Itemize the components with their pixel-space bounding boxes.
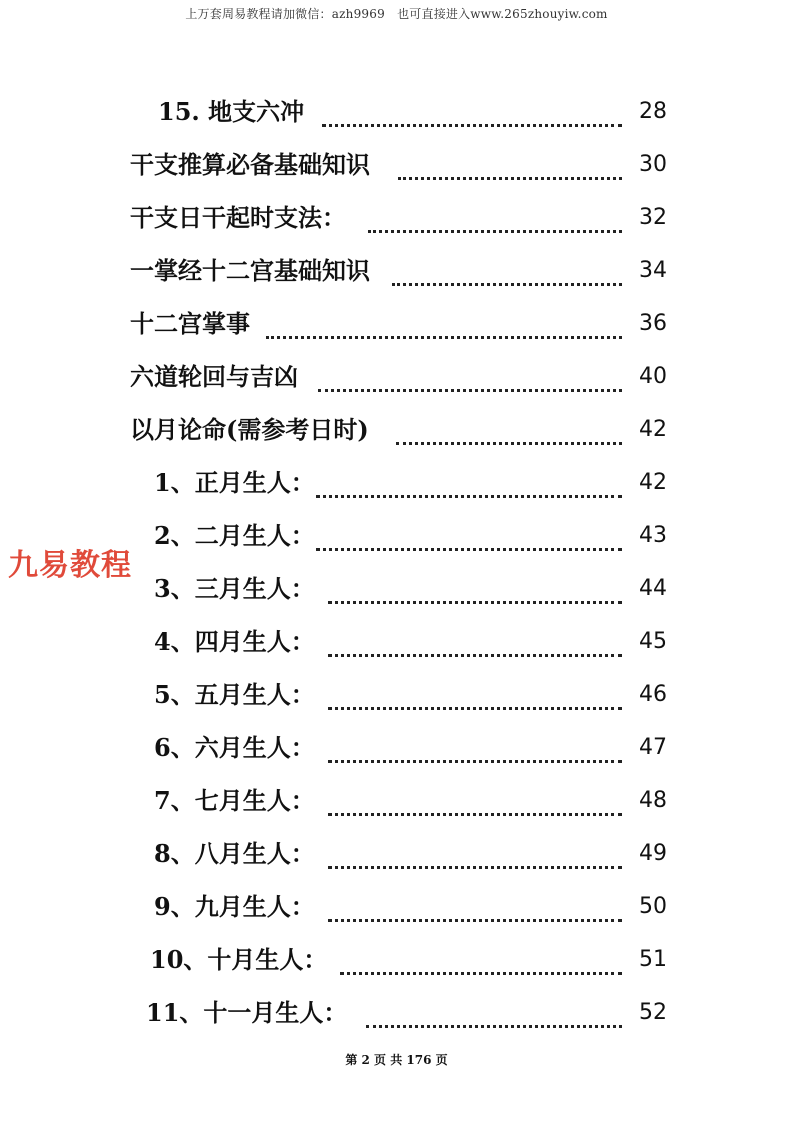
toc-entry-label: 十二宫掌事 [130,309,250,338]
toc-entry[interactable] [0,993,793,1033]
toc-entry-page: 42 [639,470,667,495]
toc-entry[interactable] [0,145,793,185]
toc-leader-dots [328,573,622,604]
toc-leader-dots [316,467,622,498]
toc-entry[interactable] [0,728,793,768]
toc-entry-page: 36 [639,311,667,336]
toc-entry[interactable] [0,198,793,238]
toc-entry[interactable] [0,622,793,662]
toc-leader-dots [396,414,622,445]
toc-leader-dots [316,520,622,551]
toc-leader-dots [328,679,622,710]
toc-entry-label: 5、五月生人： [154,680,315,709]
toc-entry[interactable] [0,887,793,927]
toc-entry[interactable] [0,92,793,132]
toc-entry[interactable] [0,304,793,344]
toc-entry-page: 28 [639,99,667,124]
toc-entry-label: 干支日干起时支法： [130,203,346,232]
toc-entry-label: 六道轮回与吉凶 [130,362,298,391]
toc-entry-label: 1、正月生人： [154,468,315,497]
toc-entry[interactable] [0,940,793,980]
toc-leader-dots [366,997,622,1028]
toc-entry[interactable] [0,516,793,556]
toc-entry-page: 50 [639,894,667,919]
toc-entry-page: 42 [639,417,667,442]
toc-entry-page: 44 [639,576,667,601]
toc-entry-label: 10、十月生人： [150,945,328,974]
toc-entry[interactable] [0,675,793,715]
watermark-logo: 九易教程 [8,548,132,583]
toc-entry-label: 9、九月生人： [154,892,315,921]
toc-leader-dots [398,149,622,180]
toc-entry-label: 7、七月生人： [154,786,315,815]
page-number-footer: 第 2 页 共 176 页 [345,1053,448,1067]
toc-entry-label: 2、二月生人： [154,521,315,550]
toc-entry[interactable] [0,834,793,874]
toc-entry-label: 一掌经十二宫基础知识 [130,256,370,285]
toc-entry-page: 34 [639,258,667,283]
toc-leader-dots [392,255,622,286]
toc-entry[interactable] [0,463,793,503]
toc-entry-label: 3、三月生人： [154,574,315,603]
toc-entry[interactable] [0,251,793,291]
toc-entry-label: 11、十一月生人： [146,998,348,1027]
toc-leader-dots [318,361,622,392]
toc-leader-dots [328,626,622,657]
toc-entry-page: 45 [639,629,667,654]
toc-entry-label: 8、八月生人： [154,839,315,868]
toc-entry-page: 32 [639,205,667,230]
toc-entry-page: 40 [639,364,667,389]
toc-entry-page: 43 [639,523,667,548]
toc-entry-label: 干支推算必备基础知识 [130,150,370,179]
toc-leader-dots [328,838,622,869]
toc-entry-label: 15. 地支六冲 [158,97,305,126]
toc-entry-page: 48 [639,788,667,813]
toc-entry-page: 52 [639,1000,667,1025]
toc-entry[interactable] [0,357,793,397]
toc-entry-label: 4、四月生人： [154,627,315,656]
toc-entry-page: 49 [639,841,667,866]
toc-entry-label: 以月论命(需参考日时) [130,415,369,444]
toc-leader-dots [328,785,622,816]
toc-entry-page: 46 [639,682,667,707]
toc-entry-page: 30 [639,152,667,177]
toc-entry[interactable] [0,781,793,821]
toc-entry-page: 51 [639,947,667,972]
toc-leader-dots [328,732,622,763]
toc-entry[interactable] [0,569,793,609]
toc-leader-dots [368,202,622,233]
toc-entry[interactable] [0,410,793,450]
toc-entry-page: 47 [639,735,667,760]
toc-leader-dots [340,944,622,975]
toc-leader-dots [328,891,622,922]
toc-entry-label: 6、六月生人： [154,733,315,762]
page-header: 上万套周易教程请加微信：azh9969 也可直接进入www.265zhouyiw.com [185,7,608,21]
toc-leader-dots [322,96,622,127]
toc-leader-dots [266,308,622,339]
